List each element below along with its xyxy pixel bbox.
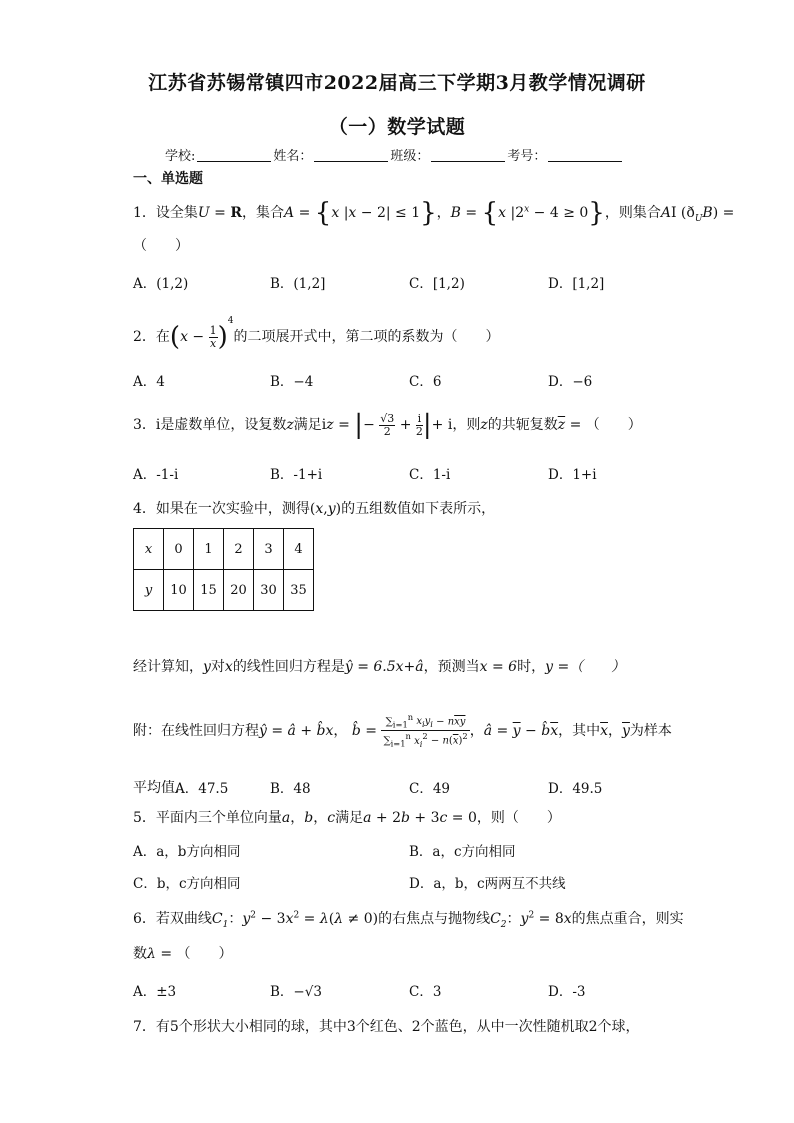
q5-math: a — [281, 810, 291, 826]
q1-math-a: A — [284, 205, 295, 221]
q5-math: b — [304, 810, 314, 826]
q2-text: 2．在 — [133, 329, 170, 345]
q4-text: ， — [608, 722, 622, 739]
q3-text: 的共轭复数 — [487, 417, 558, 433]
q1-paren: （ ） — [133, 238, 189, 254]
q1-math-u: U — [197, 205, 210, 221]
q3-fraction: $\frac{i}{2}$ — [415, 411, 423, 438]
table-cell: x — [134, 529, 164, 570]
q4-note-tail: 平均值. — [133, 780, 180, 796]
q6-math: $C_2$ — [490, 911, 507, 930]
q5-option-b[interactable]: B．a，c方向相同 — [409, 844, 516, 860]
q3-math: z — [326, 417, 334, 433]
question-6: 6．若双曲线$C_1$：$y^2 - 3x^2 = \lambda(\lambda \ne 0)$的右焦点与抛物线$C_2$：$y^2 = 8x$的焦点重合，则实 — [133, 910, 684, 930]
q5-math: a — [363, 810, 372, 826]
q3-option-a[interactable]: A．-1-i — [133, 467, 179, 483]
q1-option-c[interactable]: C．[1,2) — [409, 276, 465, 292]
q3-math: i — [321, 417, 327, 433]
q1-brace: } — [588, 198, 605, 228]
class-label: 班级： — [390, 149, 430, 164]
q1-text: ， — [436, 205, 451, 221]
q3-option-b[interactable]: B．-1+i — [270, 467, 323, 483]
q6-line2: 数λ = （ ） — [133, 946, 233, 962]
name-blank[interactable] — [314, 149, 388, 162]
q4-math: y — [203, 659, 211, 675]
school-label: 学校: — [165, 149, 196, 164]
table-row — [134, 570, 314, 611]
question-5: 5．平面内三个单位向量a，b，c满足a + 2b + 3c = 0，则（ ） — [133, 810, 561, 826]
q2-option-c[interactable]: C．6 — [409, 374, 442, 390]
q2-paren: ( — [169, 322, 181, 352]
q2-math: x — [180, 329, 188, 345]
school-blank[interactable] — [197, 149, 271, 162]
q5-math: c — [327, 810, 336, 826]
q3-text: 3．i是虚数单位，设复数 — [133, 417, 287, 433]
q4-math: y — [327, 501, 336, 517]
q4-math: â = $\overline{y}$ − $b̂\overline{x}$ — [483, 722, 559, 739]
class-blank[interactable] — [431, 149, 505, 162]
number-label: 考号： — [507, 149, 547, 164]
q4-text: 附：在线性回归方程 — [133, 722, 259, 739]
q4-math: ŷ = â + b̂x — [259, 722, 334, 739]
q4-text: 时， — [517, 659, 546, 675]
q4-math: y =（ ） — [545, 659, 626, 675]
q6-option-d[interactable]: D．-3 — [548, 984, 586, 1000]
q3-text: （ ） — [585, 417, 642, 433]
q6-option-b[interactable]: B．−√3 — [270, 984, 322, 1000]
q6-text: 的焦点重合，则实 — [571, 911, 684, 927]
q1-text: ，则集合 — [604, 205, 661, 221]
q1-brace: { — [481, 198, 499, 228]
q3-math: z — [286, 417, 294, 433]
question-2: 2．在(x − $\frac{1}{x}$ )$^4$的二项展开式中，第二项的系数为（ ） — [133, 316, 500, 352]
q2-option-d[interactable]: D．−6 — [548, 374, 593, 390]
q4-math: $\overline{y}$ — [622, 722, 630, 739]
q3-abs: | — [354, 410, 364, 440]
table-cell: 1 — [194, 529, 224, 570]
q1-math-b: B — [450, 205, 461, 221]
q5-math: b — [401, 810, 410, 826]
table-cell: 35 — [284, 570, 314, 611]
table-cell: 3 — [254, 529, 284, 570]
table-cell: 0 — [164, 529, 194, 570]
table-cell: 30 — [254, 570, 284, 611]
q4-regression-fraction: $\sum_{i=1}^n$ $x_iy_i - n\overline{xy}$ $\sum_{i=1}^n$ $x_i^2 - n(\overline{x})^2$ — [383, 712, 468, 749]
q3-text: ，则 — [452, 417, 481, 433]
question-1: 1．设全集U = R，集合A = {x |x − 2| ≤ 1}，B = {x $|2^x - 4 \ge 0$}，则集合AI $(ð_UB)$ = — [133, 198, 735, 228]
q1-text: = — [722, 205, 735, 221]
q5-math: c — [439, 810, 448, 826]
q4-text: 4．如果在一次实验中，测得 — [133, 501, 310, 517]
table-cell: 20 — [224, 570, 254, 611]
table-cell: 4 — [284, 529, 314, 570]
q4-option-c[interactable]: C．49 — [409, 781, 451, 797]
q2-fraction: $\frac{1}{x}$ — [209, 323, 217, 350]
q3-text: 满足 — [293, 417, 322, 433]
q2-text: 的二项展开式中，第二项的系数为（ ） — [233, 329, 500, 345]
q4-note-line: 附：在线性回归方程ŷ = â + b̂x， b̂ = $\sum_{i=1}^n$ $x_iy_i - n\overline{xy}$ $\sum_{i=1}^n$ $x_i^2 - n(\overline{x})^2$ ，â = $\overline{y}$ − $b̂\overline{x}$，其中$\overline{x}$，$\overline{y}$为样本 — [133, 712, 672, 749]
q1-brace: } — [420, 198, 437, 228]
q1-brace: { — [314, 198, 332, 228]
q4-math: x = 6 — [479, 659, 518, 675]
q1-math-r: R — [230, 205, 243, 221]
table-cell: 15 — [194, 570, 224, 611]
q5-option-c[interactable]: C．b，c方向相同 — [133, 876, 241, 892]
q2-option-a[interactable]: A．4 — [133, 374, 165, 390]
q6-text: 的右焦点与抛物线 — [378, 911, 491, 927]
q4-math: â — [415, 659, 424, 675]
q4-option-d[interactable]: D．49.5 — [548, 781, 603, 797]
q4-text: 的五组数值如下表所示， — [341, 501, 496, 517]
q6-math: λ — [147, 946, 156, 962]
q2-option-b[interactable]: B．−4 — [270, 374, 314, 390]
q4-text: 为样本 — [629, 722, 672, 739]
q1-text: ，集合 — [242, 205, 285, 221]
q1-option-b[interactable]: B．(1,2] — [270, 276, 326, 292]
q4-text: ，预测当 — [423, 659, 480, 675]
q4-option-b[interactable]: B．48 — [270, 781, 311, 797]
q1-math: x — [498, 205, 507, 221]
exam-title-line1: 江苏省苏锡常镇四市2022届高三下学期3月教学情况调研 — [148, 72, 646, 94]
q5-text: ，则（ ） — [476, 810, 561, 826]
q4-math: ŷ — [344, 659, 353, 675]
q1-option-d[interactable]: D．[1,2] — [548, 276, 605, 292]
q1-math: A — [660, 205, 671, 221]
section-heading: 一、单选题 — [133, 171, 203, 187]
q2-paren: ) — [217, 322, 228, 352]
q3-fraction: $\frac{√3}{2}$ — [380, 411, 395, 438]
q5-option-a[interactable]: A．a，b方向相同 — [133, 844, 241, 860]
q4-calc-line: 经计算知，y对x的线性回归方程是ŷ = 6.5x+â，预测当x = 6时，y =（ ） — [133, 659, 626, 675]
q4-math: x — [224, 659, 233, 675]
student-info-row — [165, 145, 624, 164]
q1-option-a[interactable]: A．(1,2) — [133, 276, 189, 292]
q5-text: 5．平面内三个单位向量 — [133, 810, 282, 826]
q3-math: $\overline{z}$ — [557, 417, 566, 433]
q6-text: （ ） — [176, 946, 233, 962]
table-cell: 10 — [164, 570, 194, 611]
q6-math: $C_1$ — [211, 911, 229, 930]
question-4: 4．如果在一次实验中，测得(x,y)的五组数值如下表所示， — [133, 501, 496, 517]
q5-option-d[interactable]: D．a，b，c两两互不共线 — [409, 876, 566, 892]
q1-math: | — [343, 205, 349, 221]
number-blank[interactable] — [548, 149, 622, 162]
q4-text: 经计算知， — [133, 659, 203, 675]
q4-math: 6.5x+ — [373, 659, 416, 675]
table-row — [134, 529, 314, 570]
q2-exponent: 4 — [227, 316, 234, 326]
q5-text: 满足 — [335, 810, 364, 826]
q4-math: b̂ = — [351, 722, 377, 739]
q3-math: z — [480, 417, 488, 433]
question-3: 3．i是虚数单位，设复数z满足iz = |− $\frac{√3}{2}$ + $\frac{i}{2}$ |+ i，则z的共轭复数$\overline{z}$ = （ ） — [133, 410, 642, 440]
q4-text: 的线性回归方程是 — [232, 659, 345, 675]
name-label: 姓名： — [273, 149, 313, 164]
q4-option-a[interactable]: A．47.5 — [175, 781, 229, 797]
exam-title-line2: （一）数学试题 — [328, 116, 466, 138]
table-cell: y — [134, 570, 164, 611]
q6-text: 数 — [133, 946, 147, 962]
q1-text: 1．设全集 — [133, 205, 198, 221]
q3-option-d[interactable]: D．1+i — [548, 467, 597, 483]
question-7: 7．有5个形状大小相同的球，其中3个红色、2个蓝色，从中一次性随机取2个球， — [133, 1019, 640, 1035]
q1-math: x — [331, 205, 340, 221]
table-cell: 2 — [224, 529, 254, 570]
q6-text: 6．若双曲线 — [133, 911, 212, 927]
q1-math: x — [348, 205, 357, 221]
q4-text: ，其中 — [558, 722, 601, 739]
q4-text: 对 — [210, 659, 225, 675]
q6-option-a[interactable]: A．±3 — [133, 984, 177, 1000]
q3-option-c[interactable]: C．1-i — [409, 467, 451, 483]
q6-math: y — [242, 911, 251, 927]
q4-math: x — [315, 501, 324, 517]
q4-data-table — [133, 528, 314, 611]
q3-abs: | — [422, 410, 432, 440]
q6-option-c[interactable]: C．3 — [409, 984, 442, 1000]
q4-math: $\overline{x}$ — [600, 722, 608, 739]
